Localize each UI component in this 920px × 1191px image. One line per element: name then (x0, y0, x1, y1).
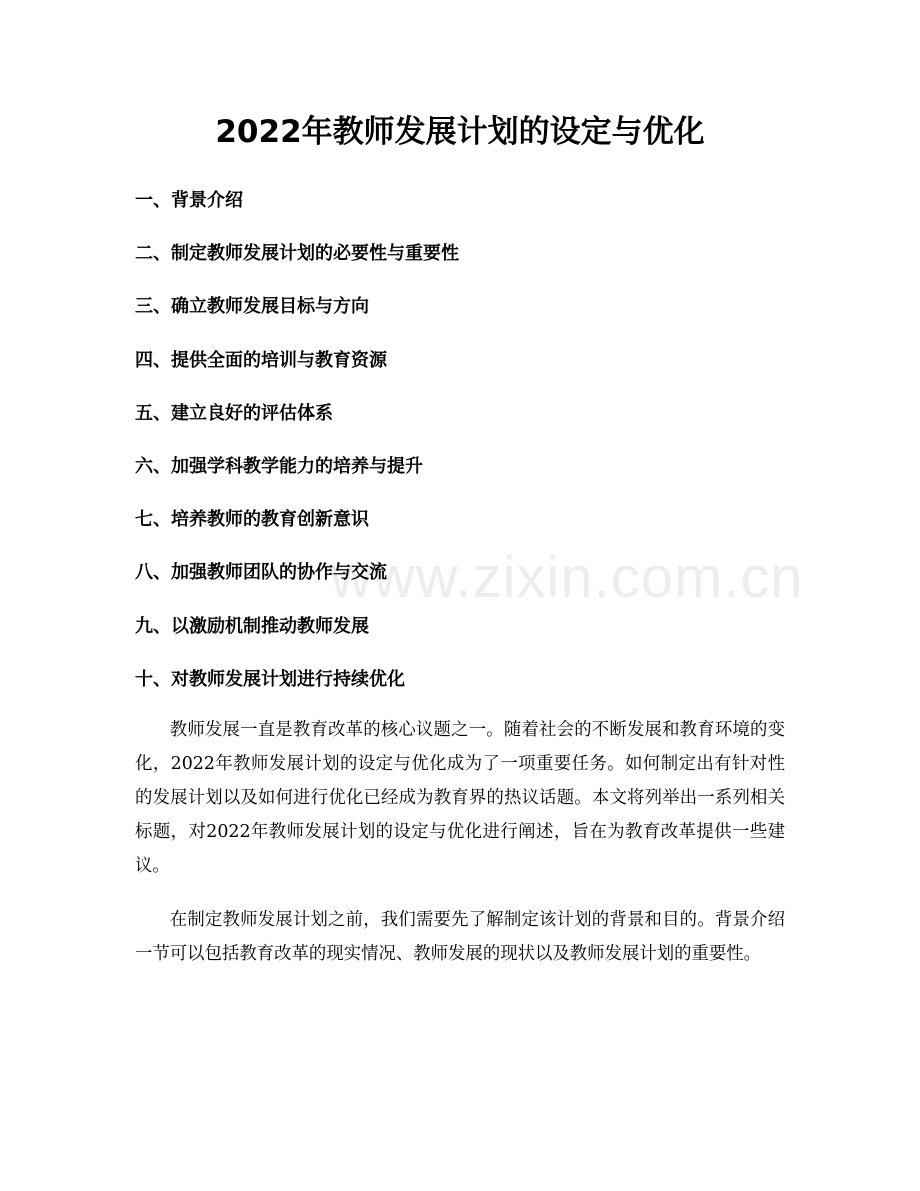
body-text (135, 713, 785, 991)
outline-item: 八、加强教师团队的协作与交流 (135, 562, 387, 584)
outline-item: 七、培养教师的教育创新意识 (135, 509, 369, 531)
watermark: www.zixin.com.cn (330, 545, 804, 610)
outline-item: 三、确立教师发展目标与方向 (135, 296, 369, 318)
body-paragraph: 在制定教师发展计划之前，我们需要先了解制定该计划的背景和目的。背景介绍一节可以包括教育改革的现实情况、教师发展的现状以及教师发展计划的重要性。 (135, 910, 785, 964)
section-outline (135, 186, 795, 718)
body-paragraph: 教师发展一直是教育改革的核心议题之一。随着社会的不断发展和教育环境的变化，2022年教师发展计划的设定与优化成为了一项重要任务。如何制定出有针对性的发展计划以及如何进行优化已经成为教育界的热议话题。本文将列举出一系列相关标题，对2022年教师发展计划的设定与优化进行阐述，旨在为教育改革提供一些建议。 (135, 720, 785, 876)
outline-item: 一、背景介绍 (135, 190, 243, 211)
outline-item: 十、对教师发展计划进行持续优化 (135, 668, 405, 690)
outline-item: 九、以激励机制推动教师发展 (135, 615, 369, 637)
outline-item: 六、加强学科教学能力的培养与提升 (135, 455, 423, 477)
outline-item: 四、提供全面的培训与教育资源 (135, 349, 387, 371)
outline-item: 五、建立良好的评估体系 (135, 402, 333, 424)
outline-item: 二、制定教师发展计划的必要性与重要性 (135, 243, 459, 265)
document-title: 2022年教师发展计划的设定与优化 (215, 114, 705, 150)
